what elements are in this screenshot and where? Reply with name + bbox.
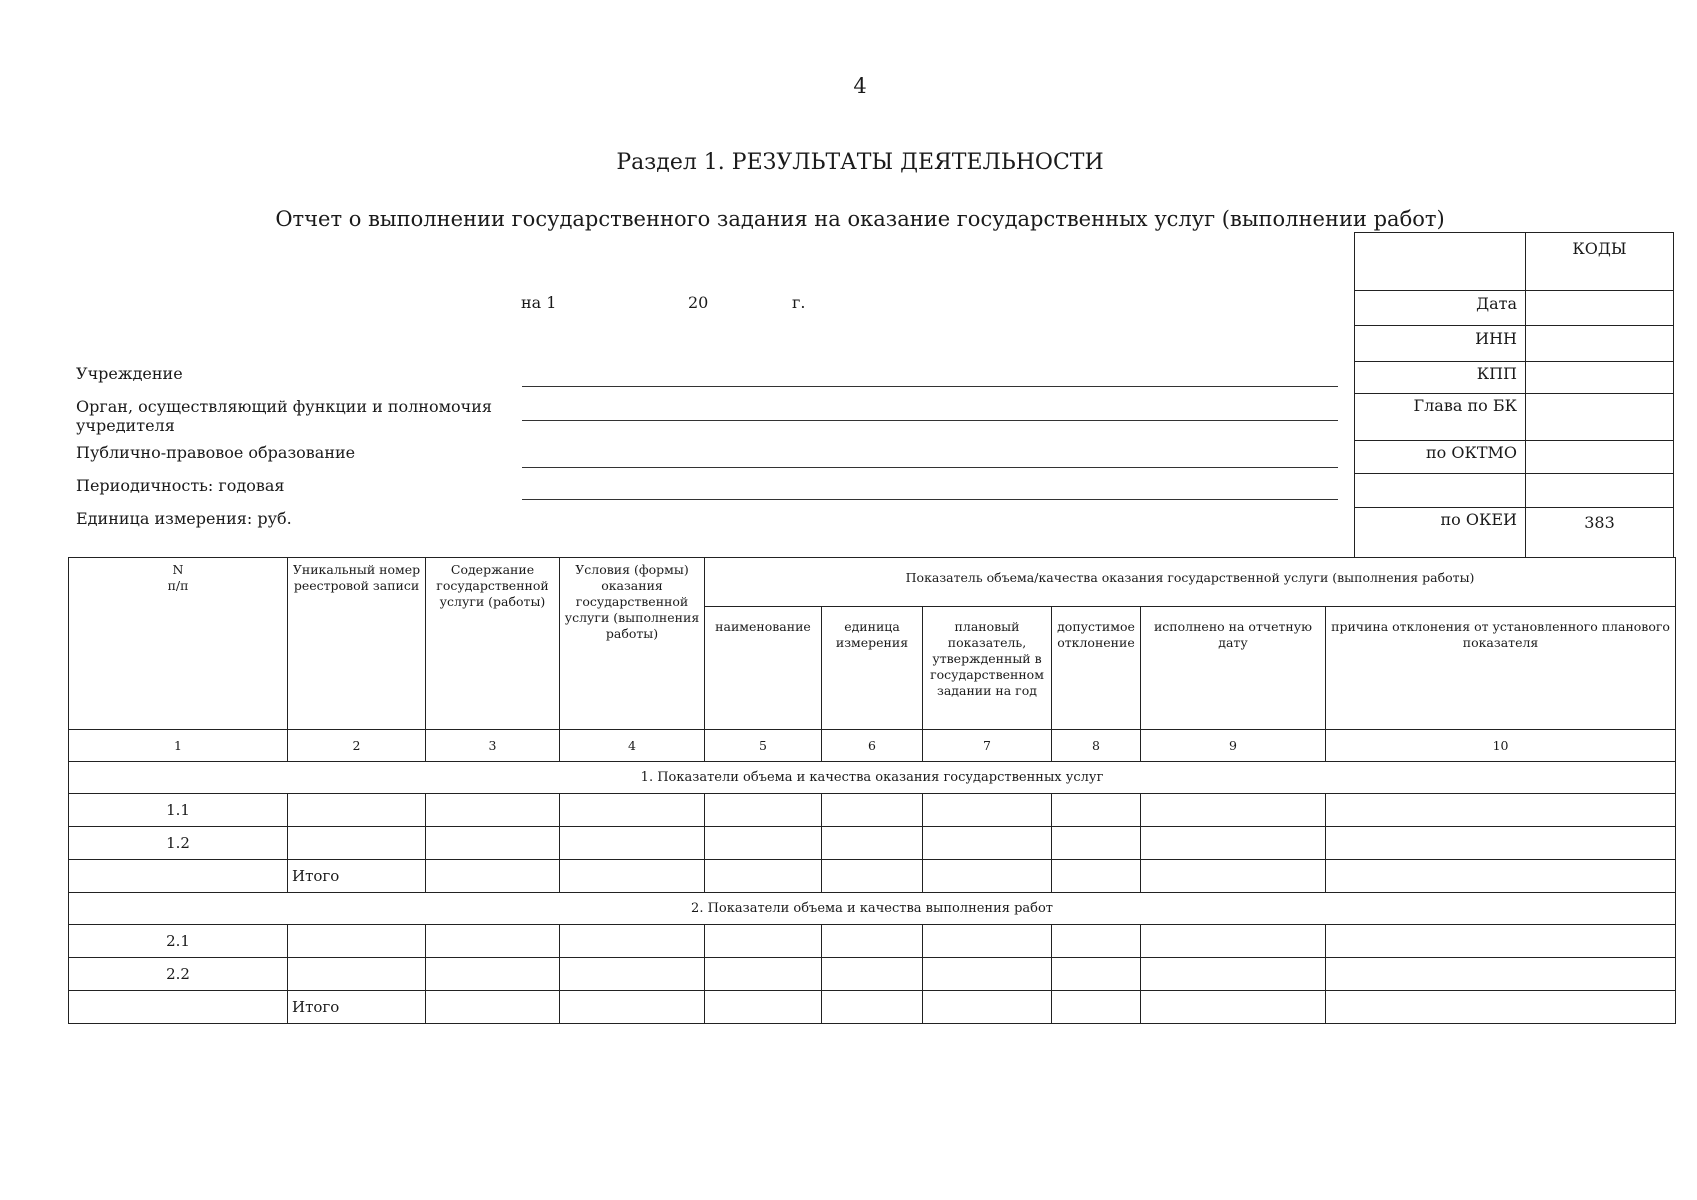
codes-label-inn: ИНН bbox=[1355, 326, 1526, 362]
table-cell[interactable] bbox=[560, 827, 705, 860]
table-row bbox=[69, 794, 1676, 827]
table-cell[interactable] bbox=[560, 991, 705, 1024]
total-row bbox=[69, 991, 1676, 1024]
col-number: 2 bbox=[288, 730, 426, 762]
codes-value-okei[interactable]: 383 bbox=[1526, 508, 1674, 558]
table-cell[interactable] bbox=[1052, 958, 1141, 991]
col-number: 1 bbox=[69, 730, 288, 762]
table-cell[interactable] bbox=[560, 925, 705, 958]
codes-header: КОДЫ bbox=[1526, 233, 1674, 291]
table-cell[interactable] bbox=[1141, 794, 1326, 827]
table-cell[interactable] bbox=[1052, 794, 1141, 827]
col-number: 7 bbox=[923, 730, 1052, 762]
table-cell[interactable] bbox=[288, 958, 426, 991]
col-number: 4 bbox=[560, 730, 705, 762]
col-number: 8 bbox=[1052, 730, 1141, 762]
table-row bbox=[69, 827, 1676, 860]
codes-label-date: Дата bbox=[1355, 291, 1526, 326]
table-cell[interactable] bbox=[1052, 860, 1141, 893]
table-cell[interactable] bbox=[705, 991, 822, 1024]
row-number: 1.1 bbox=[69, 794, 288, 827]
codes-value-kpp[interactable] bbox=[1526, 362, 1674, 394]
codes-header-blank bbox=[1355, 233, 1526, 291]
codes-label-bk: Глава по БК bbox=[1355, 394, 1526, 441]
codes-value-oktmo[interactable] bbox=[1526, 441, 1674, 474]
codes-value-bk[interactable] bbox=[1526, 394, 1674, 441]
row-number: 2.2 bbox=[69, 958, 288, 991]
col-number: 10 bbox=[1326, 730, 1676, 762]
table-cell[interactable] bbox=[1052, 925, 1141, 958]
row-number: 2.1 bbox=[69, 925, 288, 958]
codes-label-kpp: КПП bbox=[1355, 362, 1526, 394]
date-suffix: г. bbox=[792, 293, 806, 312]
table-cell[interactable] bbox=[288, 925, 426, 958]
col-header-planned: плановый показатель, утвержденный в государственном задании на год bbox=[923, 607, 1052, 730]
table-cell[interactable] bbox=[426, 991, 560, 1024]
table-cell[interactable] bbox=[822, 794, 923, 827]
table-cell[interactable] bbox=[1326, 860, 1676, 893]
table-cell[interactable] bbox=[1326, 958, 1676, 991]
table-cell[interactable] bbox=[1326, 991, 1676, 1024]
page-number: 4 bbox=[853, 74, 867, 98]
table-cell[interactable] bbox=[923, 827, 1052, 860]
table-cell[interactable] bbox=[426, 958, 560, 991]
table-row bbox=[69, 925, 1676, 958]
table-cell[interactable] bbox=[1141, 827, 1326, 860]
column-number-row bbox=[69, 730, 1676, 762]
table-cell[interactable] bbox=[705, 794, 822, 827]
date-prefix: на 1 bbox=[521, 293, 557, 312]
col-number: 6 bbox=[822, 730, 923, 762]
codes-label-oktmo: по ОКТМО bbox=[1355, 441, 1526, 474]
field-label-periodicity: Периодичность: годовая bbox=[76, 476, 285, 495]
row-number: 1.2 bbox=[69, 827, 288, 860]
table-cell[interactable] bbox=[1326, 794, 1676, 827]
table-cell[interactable] bbox=[426, 794, 560, 827]
table-row bbox=[69, 958, 1676, 991]
col-header-indicator-group: Показатель объема/качества оказания государственной услуги (выполнения работы) bbox=[705, 558, 1676, 607]
table-cell[interactable] bbox=[822, 925, 923, 958]
table-cell[interactable] bbox=[923, 925, 1052, 958]
date-year-prefix: 20 bbox=[688, 293, 709, 312]
table-cell[interactable] bbox=[1141, 860, 1326, 893]
col-number: 5 bbox=[705, 730, 822, 762]
report-title: Отчет о выполнении государственного задания на оказание государственных услуг (выполнении работ) bbox=[275, 207, 1445, 231]
field-label-unit: Единица измерения: руб. bbox=[76, 509, 292, 528]
public-entity-field-line[interactable] bbox=[522, 467, 1338, 468]
field-label-founder: Орган, осуществляющий функции и полномочия учредителя bbox=[76, 397, 492, 435]
codes-table bbox=[1354, 232, 1674, 558]
total-row bbox=[69, 860, 1676, 893]
table-cell[interactable] bbox=[923, 794, 1052, 827]
table-cell[interactable] bbox=[1141, 925, 1326, 958]
table-cell[interactable] bbox=[705, 860, 822, 893]
table-cell[interactable] bbox=[426, 860, 560, 893]
table-cell[interactable] bbox=[1326, 925, 1676, 958]
codes-label-okei: по ОКЕИ bbox=[1355, 508, 1526, 558]
table-cell[interactable] bbox=[1052, 827, 1141, 860]
table-cell[interactable] bbox=[923, 958, 1052, 991]
table-cell bbox=[69, 860, 288, 893]
col-number: 3 bbox=[426, 730, 560, 762]
codes-value-date[interactable] bbox=[1526, 291, 1674, 326]
table-cell[interactable] bbox=[426, 925, 560, 958]
total-label: Итого bbox=[288, 991, 426, 1024]
table-cell[interactable] bbox=[1141, 958, 1326, 991]
col-number: 9 bbox=[1141, 730, 1326, 762]
section-heading-services: 1. Показатели объема и качества оказания государственных услуг bbox=[69, 762, 1676, 794]
section-heading-works: 2. Показатели объема и качества выполнения работ bbox=[69, 893, 1676, 925]
table-cell[interactable] bbox=[822, 827, 923, 860]
col-header-deviation: допустимое отклонение bbox=[1052, 607, 1141, 730]
total-label: Итого bbox=[288, 860, 426, 893]
institution-field-line[interactable] bbox=[522, 386, 1338, 387]
codes-label-empty bbox=[1355, 474, 1526, 508]
table-cell[interactable] bbox=[822, 991, 923, 1024]
section-title: Раздел 1. РЕЗУЛЬТАТЫ ДЕЯТЕЛЬНОСТИ bbox=[616, 150, 1104, 175]
table-cell[interactable] bbox=[923, 991, 1052, 1024]
col-header-unit: единица измерения bbox=[822, 607, 923, 730]
table-cell[interactable] bbox=[705, 827, 822, 860]
col-header-n: N п/п bbox=[69, 558, 288, 730]
table-cell[interactable] bbox=[923, 860, 1052, 893]
table-cell[interactable] bbox=[1052, 991, 1141, 1024]
table-cell[interactable] bbox=[560, 958, 705, 991]
col-header-conditions: Условия (формы) оказания государственной услуги (выполнения работы) bbox=[560, 558, 705, 730]
table-cell[interactable] bbox=[822, 958, 923, 991]
results-table bbox=[68, 557, 1676, 1024]
field-label-public-entity: Публично-правовое образование bbox=[76, 443, 356, 462]
table-cell[interactable] bbox=[560, 794, 705, 827]
table-cell bbox=[69, 991, 288, 1024]
periodicity-field-line[interactable] bbox=[522, 499, 1338, 500]
table-cell[interactable] bbox=[705, 958, 822, 991]
col-header-content: Содержание государственной услуги (работы) bbox=[426, 558, 560, 730]
codes-value-empty[interactable] bbox=[1526, 474, 1674, 508]
table-cell[interactable] bbox=[822, 860, 923, 893]
table-cell[interactable] bbox=[1141, 991, 1326, 1024]
table-cell[interactable] bbox=[1326, 827, 1676, 860]
table-cell[interactable] bbox=[705, 925, 822, 958]
col-header-reason: причина отклонения от установленного планового показателя bbox=[1326, 607, 1676, 730]
col-header-reg: Уникальный номер реестровой записи bbox=[288, 558, 426, 730]
col-header-executed: исполнено на отчетную дату bbox=[1141, 607, 1326, 730]
founder-field-line[interactable] bbox=[522, 420, 1338, 421]
field-label-institution: Учреждение bbox=[76, 364, 183, 383]
table-cell[interactable] bbox=[288, 827, 426, 860]
col-header-name: наименование bbox=[705, 607, 822, 730]
table-cell[interactable] bbox=[426, 827, 560, 860]
codes-value-inn[interactable] bbox=[1526, 326, 1674, 362]
table-cell[interactable] bbox=[560, 860, 705, 893]
table-cell[interactable] bbox=[288, 794, 426, 827]
